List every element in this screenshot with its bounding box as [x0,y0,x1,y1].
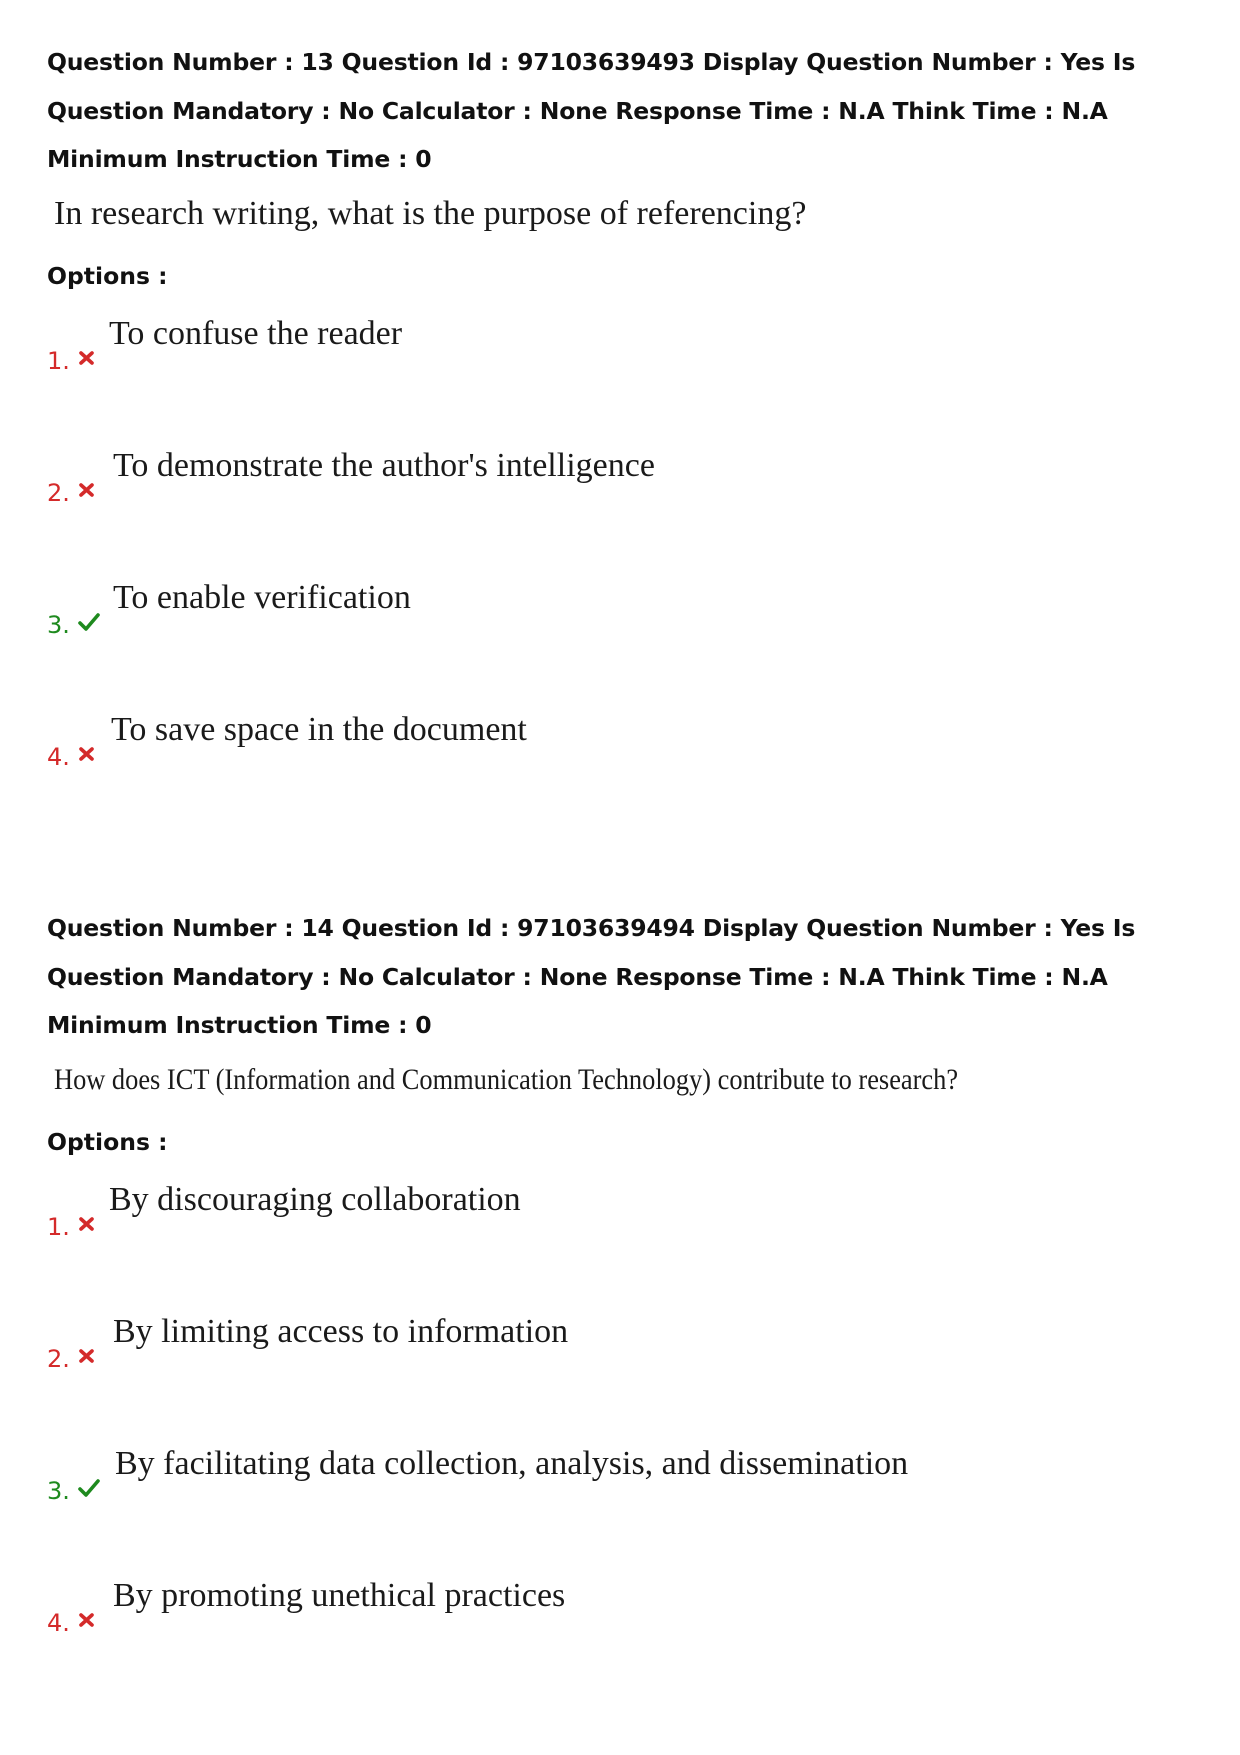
check-icon [77,612,101,632]
option-text: By facilitating data collection, analysis, and dissemination [115,1444,909,1482]
options-list [47,1178,1207,1706]
option-number: 2. [47,1344,70,1373]
option-number: 1. [47,1212,70,1241]
cross-icon [77,1610,97,1630]
options-label: Options : [47,261,168,290]
cross-icon [77,1346,97,1366]
option-item [47,444,1207,576]
question-meta: Question Number : 13 Question Id : 97103639493 Display Question Number : Yes Is Question Mandatory : No Calculator : None Response Time : N.A Think Time : N.A Minimum Instruction Time : 0 [47,48,1136,173]
option-text: By discouraging collaboration [109,1180,521,1218]
option-number: 3. [47,1476,70,1505]
option-number: 4. [47,742,70,771]
option-item [47,1178,1207,1310]
question-block-14 [47,904,1207,1706]
options-list [47,312,1207,840]
option-text: By limiting access to information [113,1312,569,1350]
cross-icon [77,744,97,764]
question-stem: How does ICT (Information and Communication Technology) contribute to research? [54,1062,959,1096]
cross-icon [77,348,97,368]
option-number: 4. [47,1608,70,1637]
option-item [47,1310,1207,1442]
option-text: To demonstrate the author's intelligence [113,446,655,484]
option-text: To enable verification [113,578,411,616]
check-icon [77,1478,101,1498]
option-text: To confuse the reader [109,314,403,352]
cross-icon [77,1214,97,1234]
question-block-13 [47,38,1207,840]
options-label: Options : [47,1127,168,1156]
option-item [47,312,1207,444]
question-meta: Question Number : 14 Question Id : 97103639494 Display Question Number : Yes Is Question Mandatory : No Calculator : None Response Time : N.A Think Time : N.A Minimum Instruction Time : 0 [47,914,1136,1039]
option-item [47,708,1207,840]
option-number: 3. [47,610,70,639]
option-number: 1. [47,346,70,375]
option-text: By promoting unethical practices [113,1576,566,1614]
cross-icon [77,480,97,500]
option-text: To save space in the document [111,710,527,748]
option-item [47,1574,1207,1706]
option-item [47,576,1207,708]
question-stem: In research writing, what is the purpose of referencing? [54,194,807,232]
option-number: 2. [47,478,70,507]
option-item [47,1442,1207,1574]
